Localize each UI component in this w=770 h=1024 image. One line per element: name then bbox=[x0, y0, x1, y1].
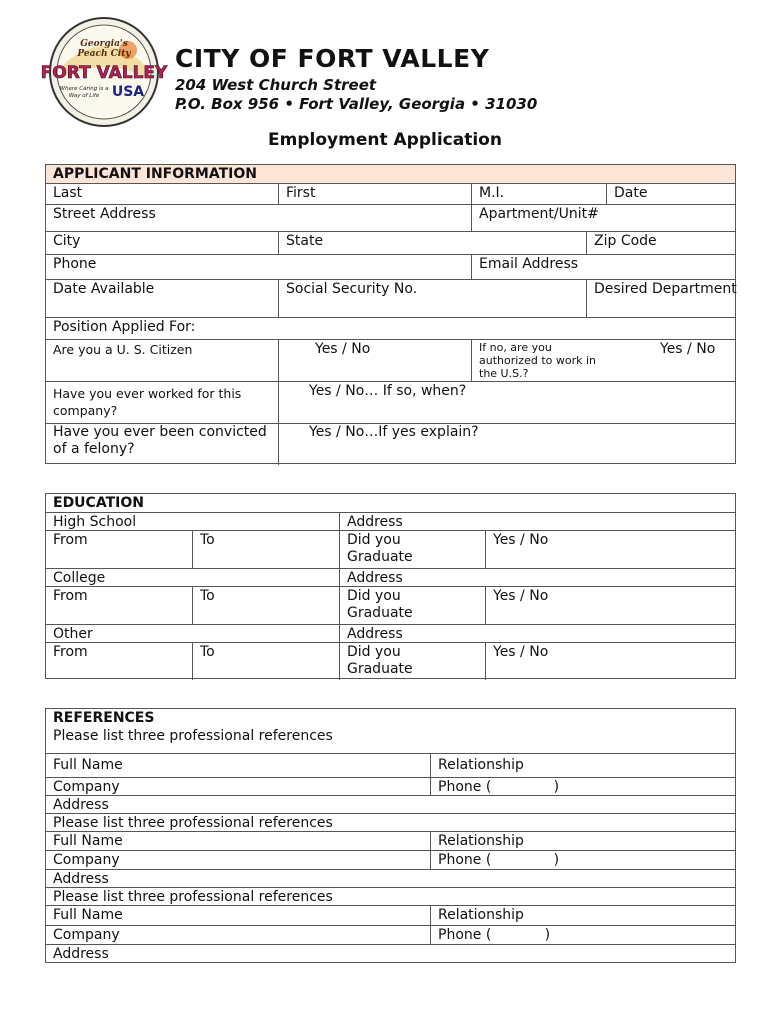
city-seal-logo bbox=[40, 16, 168, 128]
email-address-field[interactable]: Email Address bbox=[471, 255, 737, 279]
apartment-unit-field[interactable]: Apartment/Unit# bbox=[471, 205, 737, 231]
authorized-answer[interactable]: Yes / No bbox=[660, 341, 716, 357]
reference-3-intro-row bbox=[46, 887, 735, 905]
citizen-answer[interactable]: Yes / No bbox=[278, 340, 471, 381]
street-address-field[interactable]: Street Address bbox=[53, 206, 156, 222]
reference-3-relationship-field[interactable]: Relationship bbox=[430, 906, 737, 925]
education-section bbox=[45, 493, 736, 679]
availability-row bbox=[46, 279, 735, 317]
seal-text-peach-city: Peach City bbox=[77, 49, 131, 59]
high-school-from-field[interactable]: From bbox=[53, 532, 88, 548]
reference-3-intro: Please list three professional references bbox=[53, 889, 333, 905]
other-school-row bbox=[46, 624, 735, 642]
references-section bbox=[45, 708, 736, 963]
city-row bbox=[46, 231, 735, 254]
reference-2-phone-field[interactable]: Phone ( ) bbox=[430, 851, 737, 869]
reference-2-intro: Please list three professional references bbox=[53, 815, 333, 831]
other-school-to-field[interactable]: To bbox=[192, 643, 339, 680]
college-graduate-label: Did you Graduate bbox=[339, 587, 485, 624]
reference-2-name-row bbox=[46, 831, 735, 850]
reference-1-company-row bbox=[46, 777, 735, 795]
felony-question: Have you ever been convicted of a felony? bbox=[53, 424, 267, 457]
phone-row bbox=[46, 254, 735, 279]
street-row bbox=[46, 204, 735, 231]
reference-3-name-row bbox=[46, 905, 735, 925]
reference-3-phone-field[interactable]: Phone ( ) bbox=[430, 926, 737, 944]
reference-1-full-name-field[interactable]: Full Name bbox=[53, 757, 123, 773]
college-field[interactable]: College bbox=[53, 570, 106, 586]
reference-1-phone-field[interactable]: Phone ( ) bbox=[430, 778, 737, 795]
felony-row bbox=[46, 423, 735, 465]
seal-text-georgias: Georgia's bbox=[80, 39, 128, 49]
high-school-field[interactable]: High School bbox=[53, 514, 137, 530]
reference-3-address-field[interactable]: Address bbox=[53, 946, 109, 962]
reference-3-address-row bbox=[46, 944, 735, 964]
college-from-field[interactable]: From bbox=[53, 588, 88, 604]
name-row bbox=[46, 183, 735, 204]
citizen-question: Are you a U. S. Citizen bbox=[53, 342, 193, 357]
reference-1-intro-row bbox=[46, 727, 735, 753]
reference-1-intro: Please list three professional references bbox=[53, 728, 333, 744]
seal-text-tagline-1: Where Caring is a bbox=[59, 86, 109, 92]
phone-field[interactable]: Phone bbox=[53, 256, 97, 272]
desired-department-field[interactable]: Desired Department bbox=[586, 280, 737, 317]
education-heading-row bbox=[46, 494, 735, 512]
street-address-line: 204 West Church Street bbox=[175, 76, 377, 94]
other-school-field[interactable]: Other bbox=[53, 626, 93, 642]
felony-answer[interactable]: Yes / No…If yes explain? bbox=[278, 424, 737, 465]
state-field[interactable]: State bbox=[278, 232, 586, 254]
reference-1-name-row bbox=[46, 753, 735, 777]
reference-2-company-field[interactable]: Company bbox=[53, 852, 120, 868]
social-security-field[interactable]: Social Security No. bbox=[278, 280, 586, 317]
seal-text-fort-valley: FORT VALLEY bbox=[40, 63, 168, 83]
citizen-row bbox=[46, 339, 735, 381]
date-field[interactable]: Date bbox=[606, 184, 737, 204]
reference-2-company-row bbox=[46, 850, 735, 869]
seal-text-usa: USA bbox=[111, 84, 145, 100]
college-to-field[interactable]: To bbox=[192, 587, 339, 624]
references-heading: REFERENCES bbox=[53, 710, 155, 726]
reference-3-company-field[interactable]: Company bbox=[53, 927, 120, 943]
reference-3-full-name-field[interactable]: Full Name bbox=[53, 907, 123, 923]
applicant-heading-row bbox=[46, 165, 735, 183]
reference-2-intro-row bbox=[46, 813, 735, 831]
reference-1-relationship-field[interactable]: Relationship bbox=[430, 754, 737, 777]
last-name-field[interactable]: Last bbox=[53, 185, 83, 201]
first-name-field[interactable]: First bbox=[278, 184, 471, 204]
other-school-dates-row bbox=[46, 642, 735, 680]
middle-initial-field[interactable]: M.I. bbox=[471, 184, 606, 204]
other-school-address-field[interactable]: Address bbox=[339, 625, 737, 642]
applicant-information-section bbox=[45, 164, 736, 464]
worked-before-answer[interactable]: Yes / No… If so, when? bbox=[278, 382, 737, 423]
college-address-field[interactable]: Address bbox=[339, 569, 737, 586]
document-title: Employment Application bbox=[268, 130, 502, 150]
reference-1-address-row bbox=[46, 795, 735, 813]
worked-before-question: Have you ever worked for this company? bbox=[53, 386, 242, 418]
college-graduate-answer[interactable]: Yes / No bbox=[485, 587, 737, 624]
reference-2-full-name-field[interactable]: Full Name bbox=[53, 833, 123, 849]
position-row bbox=[46, 317, 735, 339]
high-school-row bbox=[46, 512, 735, 530]
reference-2-address-field[interactable]: Address bbox=[53, 871, 109, 887]
high-school-graduate-label: Did you Graduate bbox=[339, 531, 485, 568]
other-school-from-field[interactable]: From bbox=[53, 644, 88, 660]
college-dates-row bbox=[46, 586, 735, 624]
high-school-address-field[interactable]: Address bbox=[339, 513, 737, 530]
college-row bbox=[46, 568, 735, 586]
position-applied-field[interactable]: Position Applied For: bbox=[53, 319, 196, 335]
city-name: CITY OF FORT VALLEY bbox=[175, 44, 490, 73]
reference-3-company-row bbox=[46, 925, 735, 944]
city-field[interactable]: City bbox=[53, 233, 81, 249]
other-school-graduate-label: Did you Graduate bbox=[339, 643, 485, 680]
high-school-graduate-answer[interactable]: Yes / No bbox=[485, 531, 737, 568]
po-box-line: P.O. Box 956 • Fort Valley, Georgia • 31030 bbox=[175, 95, 538, 113]
applicant-heading: APPLICANT INFORMATION bbox=[53, 166, 257, 182]
education-heading: EDUCATION bbox=[53, 495, 144, 511]
reference-2-relationship-field[interactable]: Relationship bbox=[430, 832, 737, 850]
authorized-question: If no, are you authorized to work in the U.S.? bbox=[471, 340, 606, 381]
zip-code-field[interactable]: Zip Code bbox=[586, 232, 737, 254]
high-school-dates-row bbox=[46, 530, 735, 568]
reference-1-company-field[interactable]: Company bbox=[53, 779, 120, 795]
date-available-field[interactable]: Date Available bbox=[53, 281, 155, 297]
reference-1-address-field[interactable]: Address bbox=[53, 797, 109, 813]
high-school-to-field[interactable]: To bbox=[192, 531, 339, 568]
seal-text-tagline-2: Way of Life bbox=[68, 93, 100, 99]
worked-before-row bbox=[46, 381, 735, 423]
other-school-graduate-answer[interactable]: Yes / No bbox=[485, 643, 737, 680]
reference-2-address-row bbox=[46, 869, 735, 887]
references-heading-row bbox=[46, 709, 735, 727]
